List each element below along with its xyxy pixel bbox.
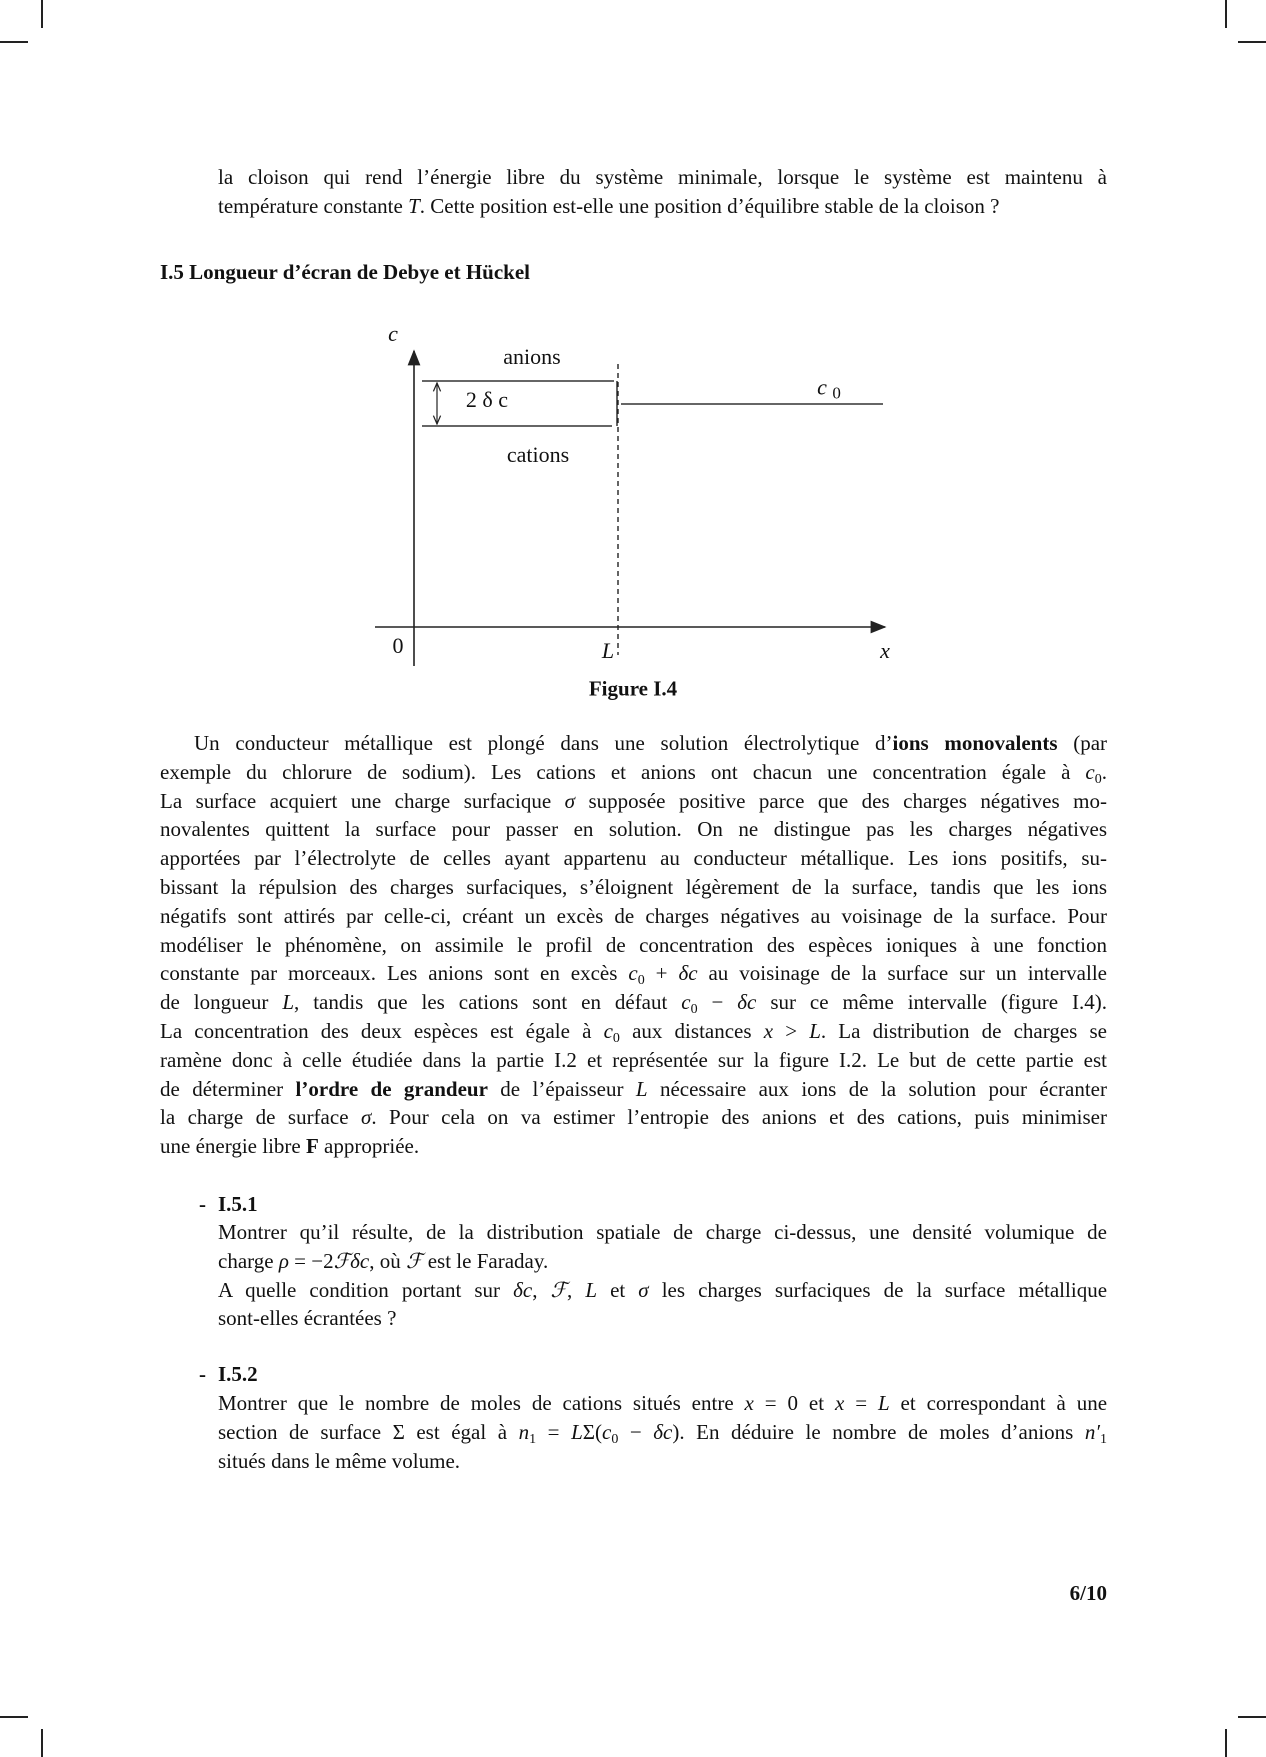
- text-run: = −2: [288, 1248, 334, 1273]
- text-line: [160, 959, 1107, 988]
- subscript: 1: [529, 1431, 537, 1447]
- math-run: L: [585, 1277, 598, 1302]
- text-line: [160, 931, 1107, 960]
- text-line: [160, 1132, 1107, 1161]
- text-line: [160, 988, 1107, 1017]
- math-run: L: [282, 990, 295, 1015]
- text-run: la charge de surface: [160, 1105, 361, 1130]
- text-run: modéliser le phénomène, on assimile le profil de concentration des espèces ioniques à une fonction: [160, 932, 1107, 957]
- text-run: la cloison qui rend l’énergie libre du système minimale, lorsque le système est maintenu à: [218, 165, 1107, 189]
- text-line: [218, 1389, 1107, 1418]
- text-run: situés dans le même volume.: [218, 1448, 461, 1473]
- math-run: ρ: [278, 1248, 289, 1273]
- text-run: de déterminer: [160, 1076, 296, 1101]
- text-run: nécessaire aux ions de la solution pour écranter: [647, 1076, 1107, 1101]
- math-run: T: [408, 193, 420, 218]
- text-line: [160, 902, 1107, 931]
- math-run: σ: [638, 1277, 649, 1302]
- bold-run: F: [305, 1134, 319, 1159]
- text-run: Montrer que le nombre de moles de cations situés entre: [218, 1391, 745, 1415]
- text-run: , où: [369, 1248, 406, 1273]
- text-run: . La distribution de charges se: [820, 1018, 1107, 1043]
- crop-mark: [1225, 1729, 1227, 1757]
- text-run: >: [773, 1018, 810, 1043]
- subscript: 0: [690, 1002, 698, 1018]
- text-run: =: [844, 1391, 878, 1415]
- math-run: L: [635, 1076, 648, 1101]
- text-run: section de surface Σ est égal à: [218, 1419, 519, 1444]
- text-run: = 0 et: [753, 1391, 835, 1415]
- text-run: A quelle condition portant sur: [218, 1277, 514, 1302]
- math-run: x: [744, 1391, 754, 1415]
- text-run: de l’épaisseur: [487, 1076, 636, 1101]
- text-run: au voisinage de la surface sur un intervalle: [697, 961, 1107, 986]
- math-run: δc: [678, 961, 698, 986]
- math-run: n′: [1084, 1419, 1101, 1444]
- text-run: +: [644, 961, 679, 986]
- c0-label-sub: 0: [832, 383, 841, 403]
- text-run: supposée positive parce que des charges négatives mo-: [575, 788, 1107, 813]
- origin-label: 0: [392, 633, 404, 658]
- delta-label: [466, 387, 508, 413]
- text-run: Σ(: [582, 1419, 602, 1444]
- math-run: σ: [564, 788, 575, 813]
- text-run: de longueur: [160, 990, 283, 1015]
- text-line: [160, 758, 1107, 787]
- math-run: L: [809, 1018, 821, 1043]
- cations-label: cations: [506, 442, 570, 467]
- text-run: ,: [567, 1277, 586, 1302]
- subscript: 0: [637, 973, 645, 989]
- text-run: aux distances: [619, 1018, 764, 1043]
- c0-label-main: c: [817, 374, 827, 400]
- text-run: et correspondant à une: [889, 1391, 1108, 1415]
- text-run: .: [1101, 759, 1107, 784]
- L-label: L: [601, 638, 615, 663]
- y-axis-label: c: [388, 321, 398, 346]
- crop-mark: [41, 1729, 43, 1757]
- text-run: La concentration des deux espèces est égale à: [160, 1018, 604, 1043]
- text-run: La surface acquiert une charge surfacique: [160, 788, 565, 813]
- math-run: δc: [737, 990, 757, 1015]
- text-line: [160, 873, 1107, 902]
- math-run: c: [601, 1419, 612, 1444]
- text-run: −: [697, 990, 738, 1015]
- text-run: appropriée.: [318, 1134, 420, 1159]
- text-run: constante par morceaux. Les anions sont en excès: [160, 961, 629, 986]
- math-run: σ: [360, 1105, 372, 1130]
- math-run: c: [628, 961, 638, 986]
- text-run: . Pour cela on va estimer l’entropie des anions et des cations, puis minimiser: [371, 1105, 1107, 1130]
- figure-diagram: [0, 0, 1266, 760]
- page-number: 6/10: [1069, 1581, 1107, 1605]
- text-run: négatifs sont attirés par celle-ci, créant un excès de charges négatives au voisinage de la surface. Pour: [160, 903, 1107, 928]
- math-run: δc: [653, 1419, 673, 1444]
- text-line: [218, 1447, 1107, 1476]
- text-run: novalentes quittent la surface pour passer en solution. On ne distingue pas les charges négatives: [160, 817, 1107, 842]
- text-line: [160, 1103, 1107, 1132]
- main-paragraph: [160, 729, 1107, 1161]
- delta-label-text: 2 δ c: [465, 387, 509, 412]
- math-run: x: [763, 1018, 774, 1043]
- text-run: (par: [1057, 731, 1108, 755]
- item-bullet: -: [199, 1192, 206, 1216]
- anions-label: anions: [503, 344, 561, 369]
- text-line: [160, 1046, 1107, 1075]
- subscript: 0: [1094, 771, 1102, 787]
- item-label: I.5.2: [218, 1362, 258, 1386]
- text-line: [160, 844, 1107, 873]
- text-line: [218, 1304, 1107, 1333]
- text-run: sur ce même intervalle (figure I.4).: [756, 990, 1107, 1015]
- text-run: . Cette position est-elle une position d’équilibre stable de la cloison ?: [419, 193, 1000, 218]
- item-bullet: -: [199, 1362, 206, 1386]
- text-run: une énergie libre: [160, 1134, 306, 1159]
- section-heading: I.5 Longueur d’écran de Debye et Hückel: [160, 260, 531, 284]
- text-run: température constante: [218, 193, 409, 218]
- text-run: Un conducteur métallique est plongé dans une solution électrolytique d’: [194, 731, 893, 755]
- text-run: exemple du chlorure de sodium). Les cations et anions ont chacun une concentration égale à: [160, 759, 1086, 784]
- x-axis-label: x: [880, 638, 890, 663]
- text-run: bissant la répulsion des charges surfaciques, s’éloignent légèrement de la surface, tandis que les ions: [160, 874, 1107, 899]
- text-line: [218, 1247, 1107, 1276]
- text-run: ). En déduire le nombre de moles d’anions: [672, 1419, 1085, 1444]
- item-label: I.5.1: [218, 1192, 258, 1216]
- bold-run: l’ordre de grandeur: [295, 1076, 488, 1101]
- text-run: Montrer qu’il résulte, de la distribution spatiale de charge ci-dessus, une densité volumique de: [218, 1220, 1107, 1244]
- text-run: charge: [218, 1248, 279, 1273]
- crop-mark: [0, 1716, 28, 1718]
- text-run: =: [536, 1419, 572, 1444]
- text-line: [160, 1075, 1107, 1104]
- math-run: δc: [513, 1277, 533, 1302]
- text-run: et: [597, 1277, 639, 1302]
- text-run: apportées par l’électrolyte de celles ayant appartenu au conducteur métallique. Les ions positifs, su-: [160, 846, 1107, 871]
- math-run: ℱ: [405, 1248, 423, 1273]
- text-line: [218, 1218, 1107, 1247]
- text-run: ,: [532, 1277, 551, 1302]
- subscript: 1: [1100, 1431, 1108, 1447]
- text-run: ramène donc à celle étudiée dans la partie I.2 et représentée sur la figure I.2. Le but de cette partie est: [160, 1047, 1107, 1072]
- math-run: x: [834, 1391, 845, 1415]
- text-run: les charges surfaciques de la surface métallique: [648, 1277, 1108, 1302]
- math-run: n: [518, 1419, 530, 1444]
- math-run: c: [1085, 759, 1095, 784]
- bold-run: ions monovalents: [892, 731, 1058, 755]
- subscript: 0: [611, 1431, 619, 1447]
- text-line: [218, 1276, 1107, 1305]
- math-run: c: [603, 1018, 613, 1043]
- text-run: −: [618, 1419, 654, 1444]
- text-line: [160, 787, 1107, 816]
- text-line: [160, 815, 1107, 844]
- math-run: L: [571, 1419, 583, 1444]
- text-line: [218, 1418, 1107, 1447]
- math-run: c: [681, 990, 691, 1015]
- text-run: , tandis que les cations sont en défaut: [294, 990, 682, 1015]
- math-run: ℱ: [550, 1277, 568, 1302]
- subscript: 0: [612, 1030, 620, 1046]
- item-text: [218, 1218, 1107, 1333]
- math-run: ℱδc: [333, 1248, 370, 1273]
- math-run: L: [877, 1391, 890, 1415]
- crop-mark: [1238, 1716, 1266, 1718]
- text-line: [160, 1017, 1107, 1046]
- item-text: [218, 1389, 1107, 1475]
- text-run: sont-elles écrantées ?: [218, 1306, 397, 1331]
- text-line: [160, 729, 1107, 758]
- text-run: est le Faraday.: [422, 1248, 549, 1273]
- c0-label: [817, 375, 841, 404]
- figure-caption: Figure I.4: [588, 676, 678, 701]
